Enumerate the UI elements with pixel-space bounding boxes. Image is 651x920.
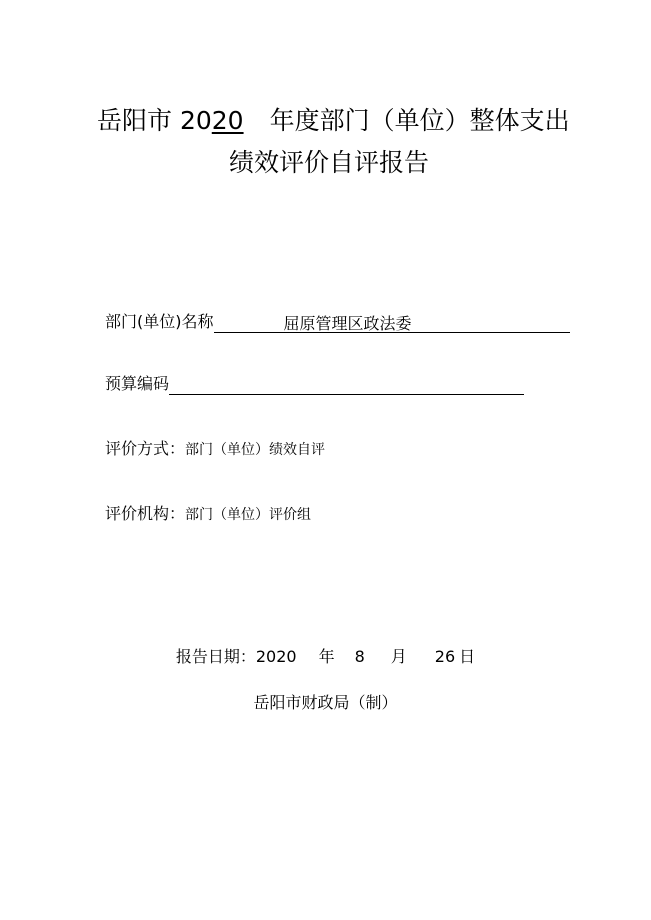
report-date-month-unit: 月 [390, 647, 407, 666]
dept-name-label: 部门(单位)名称 [105, 312, 214, 331]
eval-org-label: 评价机构： [105, 504, 186, 523]
report-date-year: 2020 [255, 647, 297, 666]
report-date-year-unit: 年 [318, 647, 335, 666]
report-date-day-unit: 日 [459, 647, 476, 666]
eval-org-value: 部门（单位）评价组 [185, 507, 312, 523]
eval-method-label: 评价方式： [105, 439, 186, 458]
report-date-day: 26 [434, 647, 456, 666]
eval-method-row [105, 438, 325, 461]
budget-code-field [169, 375, 524, 395]
title-year-underlined: 20 [211, 106, 244, 135]
eval-method-value: 部门（单位）绩效自评 [185, 442, 326, 458]
report-title-line-1 [0, 105, 651, 137]
report-title-line-2: 绩效评价自评报告 [229, 148, 430, 177]
report-date [0, 646, 651, 668]
report-date-label: 报告日期： [175, 647, 256, 666]
budget-code-row [105, 373, 524, 395]
title-suffix: 年度部门（单位）整体支出 [269, 106, 570, 135]
report-date-month: 8 [354, 647, 365, 666]
issuer-line: 岳阳市财政局（制） [253, 693, 398, 712]
budget-code-label: 预算编码 [105, 374, 170, 393]
eval-org-row [105, 503, 311, 526]
title-prefix: 岳阳市 20 [97, 106, 212, 135]
dept-name-row [105, 311, 570, 333]
dept-name-field: 屈原管理区政法委 [214, 313, 570, 333]
